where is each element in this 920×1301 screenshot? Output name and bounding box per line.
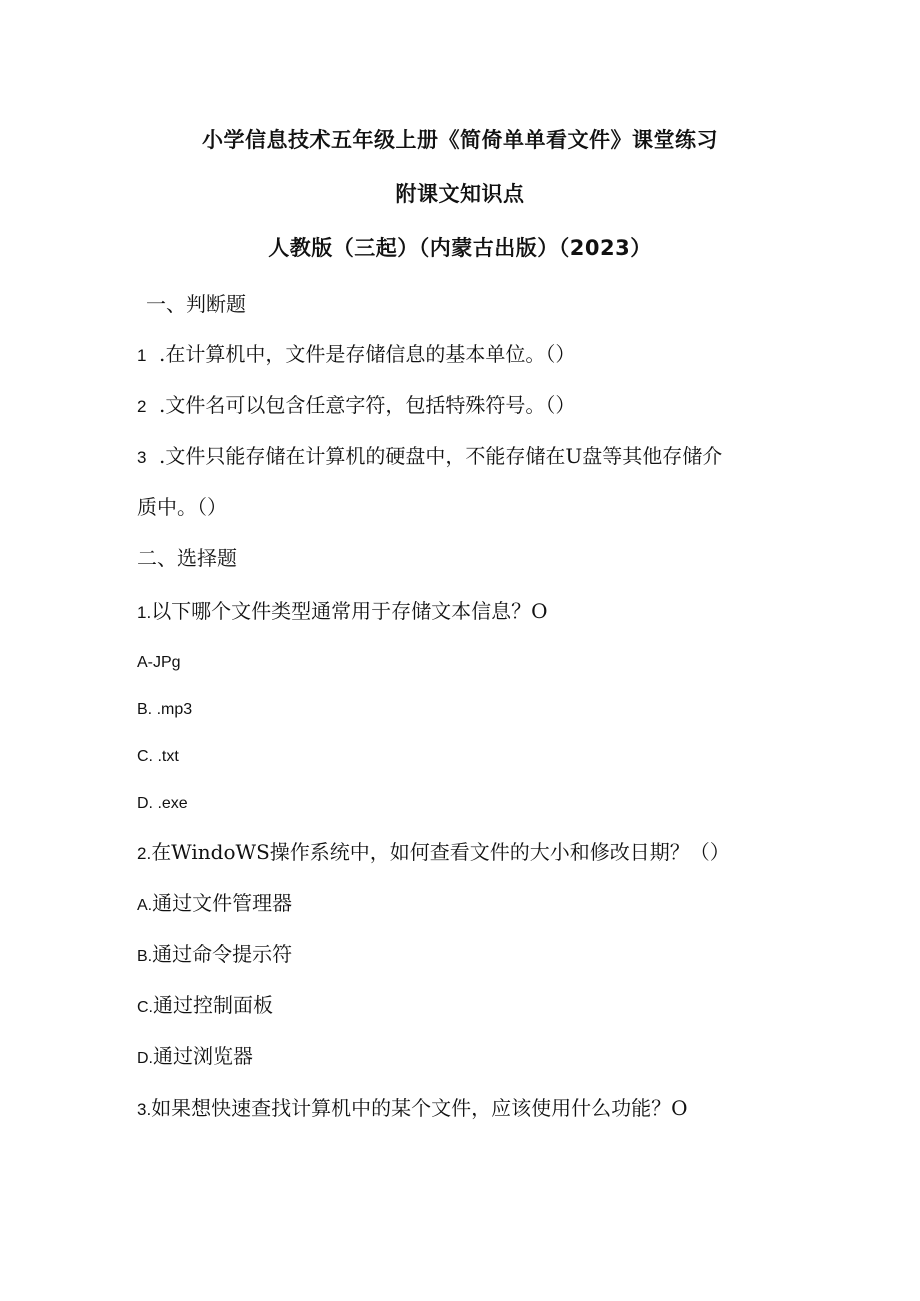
section-heading-judge: 一、判断题	[146, 292, 246, 316]
option-label: D.	[137, 1050, 153, 1067]
question-stem: 以下哪个文件类型通常用于存储文本信息？O	[151, 599, 548, 623]
judge-item-3-continuation: 质中。（）	[137, 495, 227, 519]
option-text: 通过浏览器	[153, 1044, 253, 1068]
judge-item-1	[137, 343, 575, 366]
document-title: 小学信息技术五年级上册《简倚单单看文件》课堂练习	[202, 128, 718, 152]
option-text: 通过命令提示符	[152, 942, 293, 966]
judge-item-number: 3	[137, 448, 147, 467]
q2-option-c	[137, 994, 273, 1017]
q2-option-d	[137, 1045, 253, 1068]
q1-option-d: D. .exe	[137, 795, 188, 812]
option-label: B.	[137, 948, 153, 965]
q1-option-c: C. .txt	[137, 748, 179, 765]
document-subtitle: 附课文知识点	[395, 182, 525, 206]
choice-question-1	[137, 600, 548, 623]
choice-question-2	[137, 841, 730, 864]
question-stem: 在WindoWS操作系统中，如何查看文件的大小和修改日期？（）	[151, 840, 730, 864]
judge-item-3	[137, 445, 722, 468]
q2-option-b	[137, 943, 292, 966]
judge-item-2	[137, 394, 575, 417]
question-number: 3.	[137, 1100, 152, 1119]
option-text: 通过文件管理器	[152, 891, 293, 915]
judge-item-text: .文件名可以包含任意字符，包括特殊符号。（）	[159, 393, 576, 417]
document-edition: 人教版（三起）（内蒙古出版）（2023）	[268, 236, 652, 260]
judge-item-number: 1	[137, 346, 147, 365]
choice-question-3	[137, 1097, 688, 1120]
section-heading-choice: 二、选择题	[137, 546, 237, 570]
q1-option-b: B. .mp3	[137, 701, 193, 718]
option-text: 通过控制面板	[153, 993, 273, 1017]
judge-item-number: 2	[137, 397, 147, 416]
question-stem: 如果想快速查找计算机中的某个文件，应该使用什么功能？O	[151, 1096, 688, 1120]
judge-item-text: .在计算机中，文件是存储信息的基本单位。（）	[159, 342, 576, 366]
option-label: A.	[137, 897, 153, 914]
option-label: C.	[137, 999, 153, 1016]
question-number: 1.	[137, 603, 152, 622]
question-number: 2.	[137, 844, 152, 863]
q1-option-a: A-JPg	[137, 654, 181, 671]
judge-item-text: .文件只能存储在计算机的硬盘中，不能存储在U盘等其他存储介	[159, 444, 723, 468]
q2-option-a	[137, 892, 292, 915]
